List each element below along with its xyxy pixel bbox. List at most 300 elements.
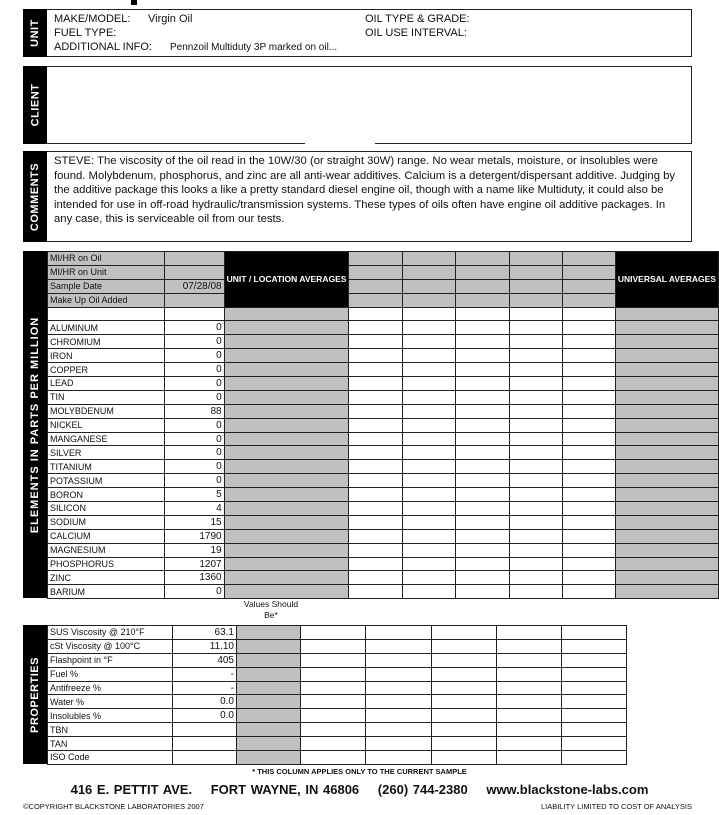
row-value: 1360	[164, 571, 224, 585]
table-row	[48, 460, 719, 474]
universal-average-cell	[615, 543, 718, 557]
header-value	[164, 293, 224, 307]
history-cell	[562, 460, 615, 474]
history-cell	[456, 474, 509, 488]
history-cell	[562, 488, 615, 502]
table-row	[48, 377, 719, 391]
history-cell	[366, 626, 432, 640]
history-cell	[456, 432, 509, 446]
properties-rows	[48, 626, 627, 765]
row-value: -	[173, 681, 237, 695]
average-cell	[224, 390, 349, 404]
history-cell	[402, 404, 456, 418]
history-cell	[456, 377, 509, 391]
history-cell	[349, 571, 402, 585]
history-cell	[349, 529, 402, 543]
row-value: 0	[164, 432, 224, 446]
average-cell	[224, 363, 349, 377]
properties-table	[47, 625, 627, 765]
row-label: NICKEL	[48, 418, 165, 432]
history-cell	[366, 723, 432, 737]
history-cell	[456, 446, 509, 460]
history-cell	[509, 515, 562, 529]
history-cell	[456, 349, 509, 363]
history-cell	[562, 515, 615, 529]
history-cell	[562, 377, 615, 391]
average-cell	[224, 557, 349, 571]
average-cell	[224, 418, 349, 432]
history-cell	[456, 418, 509, 432]
table-row	[48, 737, 627, 751]
history-cell	[349, 488, 402, 502]
history-cell	[562, 502, 615, 516]
header-label: MI/HR on Unit	[48, 265, 165, 279]
row-label: SUS Viscosity @ 210°F	[48, 626, 173, 640]
additional-info-label: ADDITIONAL INFO:	[54, 41, 152, 53]
values-should-be-note: Values Should Be*	[243, 599, 299, 620]
universal-average-cell	[615, 335, 718, 349]
make-model-label: MAKE/MODEL:	[54, 13, 131, 25]
history-cell	[562, 557, 615, 571]
table-row	[48, 653, 627, 667]
average-cell	[224, 432, 349, 446]
universal-average-cell	[615, 446, 718, 460]
website-link[interactable]: www.blackstone-labs.com	[486, 782, 649, 797]
row-value: 0	[164, 460, 224, 474]
row-value: 4	[164, 502, 224, 516]
average-cell	[224, 543, 349, 557]
history-cell	[349, 543, 402, 557]
history-cell	[497, 667, 562, 681]
table-row	[48, 474, 719, 488]
history-cell	[349, 377, 402, 391]
universal-average-cell	[615, 418, 718, 432]
header-value	[164, 265, 224, 279]
table-row	[48, 571, 719, 585]
history-cell	[349, 349, 402, 363]
history-cell	[509, 363, 562, 377]
row-value: 0	[164, 418, 224, 432]
history-cell	[349, 502, 402, 516]
row-label: MOLYBDENUM	[48, 404, 165, 418]
average-cell	[224, 488, 349, 502]
row-value: 11.10	[173, 639, 237, 653]
row-value	[173, 751, 237, 765]
history-cell	[432, 737, 497, 751]
history-cell	[349, 585, 402, 599]
row-label: CALCIUM	[48, 529, 165, 543]
history-cell	[562, 639, 627, 653]
table-row	[48, 418, 719, 432]
history-cell	[562, 543, 615, 557]
universal-average-cell	[615, 474, 718, 488]
comments-text: STEVE: The viscosity of the oil read in the 10W/30 (or straight 30W) range. No wear metals, moisture, or insolubles were found. Molybdenum, phosphorus, and zinc are all anti-wear additives. Calcium is a detergent/dispersant additive. Judging by the additive package this looks a like a pretty standard diesel engine oil, though with a name like Multiduty, it could also be intended for use in off-road hydraulic/transmission systems. These types of oils often have engine oil additive packages. In any case, this is serviceable oil from our tests.	[54, 155, 676, 226]
history-cell	[497, 723, 562, 737]
universal-average-cell	[615, 349, 718, 363]
row-label: ZINC	[48, 571, 165, 585]
universal-average-cell	[615, 377, 718, 391]
row-value: 63.1	[173, 626, 237, 640]
history-cell	[509, 460, 562, 474]
history-cell	[562, 363, 615, 377]
row-label: PHOSPHORUS	[48, 557, 165, 571]
history-cell	[456, 488, 509, 502]
history-cell	[301, 626, 366, 640]
table-row	[48, 529, 719, 543]
client-section-label: CLIENT	[23, 66, 47, 144]
history-cell	[402, 502, 456, 516]
history-cell	[402, 571, 456, 585]
row-value: 19	[164, 543, 224, 557]
row-label: Water %	[48, 695, 173, 709]
history-cell	[562, 321, 615, 335]
average-cell	[224, 474, 349, 488]
elements-table	[47, 251, 719, 599]
average-cell	[237, 723, 301, 737]
table-row	[48, 751, 627, 765]
row-label: POTASSIUM	[48, 474, 165, 488]
average-cell	[237, 626, 301, 640]
oil-use-interval-label: OIL USE INTERVAL:	[365, 27, 467, 39]
history-cell	[562, 349, 615, 363]
row-value: 1790	[164, 529, 224, 543]
history-cell	[402, 585, 456, 599]
average-cell	[224, 460, 349, 474]
row-label: cSt Viscosity @ 100°C	[48, 639, 173, 653]
table-row	[48, 488, 719, 502]
history-cell	[402, 321, 456, 335]
table-row	[48, 585, 719, 599]
header-label: MI/HR on Oil	[48, 252, 165, 266]
make-model-value: Virgin Oil	[148, 13, 193, 25]
table-row	[48, 446, 719, 460]
table-row	[48, 557, 719, 571]
history-cell	[349, 363, 402, 377]
universal-average-cell	[615, 363, 718, 377]
average-cell	[224, 377, 349, 391]
history-cell	[402, 446, 456, 460]
row-label: CHROMIUM	[48, 335, 165, 349]
history-cell	[509, 390, 562, 404]
row-value: 0	[164, 377, 224, 391]
header-label: Sample Date	[48, 279, 165, 293]
row-label: Flashpoint in °F	[48, 653, 173, 667]
history-cell	[497, 751, 562, 765]
row-label: Antifreeze %	[48, 681, 173, 695]
history-cell	[349, 474, 402, 488]
history-cell	[562, 474, 615, 488]
row-value: 0	[164, 349, 224, 363]
average-cell	[224, 446, 349, 460]
history-cell	[562, 529, 615, 543]
lab-address	[0, 782, 719, 797]
average-cell	[224, 502, 349, 516]
history-cell	[456, 335, 509, 349]
history-cell	[432, 681, 497, 695]
history-cell	[562, 653, 627, 667]
history-cell	[562, 446, 615, 460]
row-label: BARIUM	[48, 585, 165, 599]
history-cell	[456, 571, 509, 585]
history-cell	[562, 695, 627, 709]
phone-number: (260) 744-2380	[377, 782, 468, 797]
history-cell	[509, 571, 562, 585]
history-cell	[562, 432, 615, 446]
average-cell	[237, 751, 301, 765]
history-cell	[509, 529, 562, 543]
history-cell	[497, 695, 562, 709]
universal-average-cell	[615, 488, 718, 502]
row-value	[173, 737, 237, 751]
history-cell	[349, 432, 402, 446]
history-cell	[402, 529, 456, 543]
history-cell	[509, 349, 562, 363]
row-label: Insolubles %	[48, 709, 173, 723]
history-cell	[509, 321, 562, 335]
table-row	[48, 335, 719, 349]
universal-average-cell	[615, 502, 718, 516]
history-cell	[366, 709, 432, 723]
history-cell	[301, 723, 366, 737]
history-cell	[402, 363, 456, 377]
history-cell	[432, 667, 497, 681]
history-cell	[402, 474, 456, 488]
city-state-zip: FORT WAYNE, IN 46806	[210, 782, 360, 797]
history-cell	[366, 639, 432, 653]
history-cell	[349, 515, 402, 529]
table-row	[48, 667, 627, 681]
history-cell	[301, 695, 366, 709]
history-cell	[509, 502, 562, 516]
history-cell	[402, 335, 456, 349]
history-cell	[402, 460, 456, 474]
history-cell	[562, 335, 615, 349]
header-label: Make Up Oil Added	[48, 293, 165, 307]
history-cell	[349, 446, 402, 460]
history-cell	[366, 751, 432, 765]
history-cell	[456, 390, 509, 404]
universal-average-cell	[615, 529, 718, 543]
row-label: SILVER	[48, 446, 165, 460]
average-cell	[237, 695, 301, 709]
row-label: SILICON	[48, 502, 165, 516]
history-cell	[456, 404, 509, 418]
fuel-type-label: FUEL TYPE:	[54, 27, 117, 39]
average-cell	[224, 404, 349, 418]
universal-averages-header: UNIVERSAL AVERAGES	[615, 252, 718, 308]
history-cell	[456, 585, 509, 599]
unit-averages-header: UNIT / LOCATION AVERAGES	[224, 252, 349, 308]
history-cell	[509, 432, 562, 446]
average-cell	[224, 335, 349, 349]
table-row	[48, 695, 627, 709]
history-cell	[497, 737, 562, 751]
history-cell	[366, 695, 432, 709]
average-cell	[224, 585, 349, 599]
row-value: 0	[164, 446, 224, 460]
unit-section-label: UNIT	[23, 9, 47, 57]
history-cell	[402, 557, 456, 571]
table-row	[48, 321, 719, 335]
average-cell	[237, 737, 301, 751]
row-label: Fuel %	[48, 667, 173, 681]
row-label: ALUMINUM	[48, 321, 165, 335]
history-cell	[497, 626, 562, 640]
history-cell	[509, 446, 562, 460]
row-label: ISO Code	[48, 751, 173, 765]
row-label: TAN	[48, 737, 173, 751]
history-cell	[562, 709, 627, 723]
history-cell	[301, 653, 366, 667]
row-value: 88	[164, 404, 224, 418]
oil-type-label: OIL TYPE & GRADE:	[365, 13, 470, 25]
spacer-row	[48, 307, 719, 321]
universal-average-cell	[615, 390, 718, 404]
history-cell	[366, 737, 432, 751]
row-value: 0	[164, 390, 224, 404]
row-value: 5	[164, 488, 224, 502]
history-cell	[349, 335, 402, 349]
history-cell	[432, 653, 497, 667]
history-cell	[402, 418, 456, 432]
history-cell	[562, 418, 615, 432]
row-label: SODIUM	[48, 515, 165, 529]
table-row	[48, 639, 627, 653]
average-cell	[237, 653, 301, 667]
copyright: ©COPYRIGHT BLACKSTONE LABORATORIES 2007	[23, 802, 204, 811]
comments-section-label: COMMENTS	[23, 151, 47, 242]
history-cell	[301, 639, 366, 653]
history-cell	[402, 488, 456, 502]
table-row	[48, 515, 719, 529]
row-value: 15	[164, 515, 224, 529]
history-cell	[562, 737, 627, 751]
average-cell	[224, 321, 349, 335]
history-cell	[432, 639, 497, 653]
history-cell	[301, 737, 366, 751]
history-cell	[432, 626, 497, 640]
universal-average-cell	[615, 571, 718, 585]
table-row	[48, 723, 627, 737]
history-cell	[301, 667, 366, 681]
row-value: 0	[164, 585, 224, 599]
history-cell	[432, 709, 497, 723]
average-cell	[237, 667, 301, 681]
top-mark	[131, 0, 137, 5]
history-cell	[562, 681, 627, 695]
history-cell	[366, 681, 432, 695]
column-footnote: * THIS COLUMN APPLIES ONLY TO THE CURRENT SAMPLE	[252, 767, 467, 776]
table-row	[48, 681, 627, 695]
history-cell	[509, 377, 562, 391]
history-cell	[509, 585, 562, 599]
average-cell	[237, 639, 301, 653]
properties-section-label: PROPERTIES	[23, 625, 47, 764]
history-cell	[301, 709, 366, 723]
history-cell	[562, 626, 627, 640]
table-row	[48, 626, 627, 640]
history-cell	[456, 529, 509, 543]
row-label: LEAD	[48, 377, 165, 391]
universal-average-cell	[615, 585, 718, 599]
history-cell	[349, 460, 402, 474]
row-value: 0	[164, 363, 224, 377]
history-cell	[497, 653, 562, 667]
table-row	[48, 404, 719, 418]
elements-rows	[48, 321, 719, 599]
history-cell	[509, 418, 562, 432]
universal-average-cell	[615, 557, 718, 571]
row-label: COPPER	[48, 363, 165, 377]
history-cell	[349, 557, 402, 571]
row-label: MAGNESIUM	[48, 543, 165, 557]
history-cell	[366, 653, 432, 667]
average-cell	[224, 515, 349, 529]
history-cell	[402, 377, 456, 391]
sample-date-value: 07/28/08	[164, 279, 224, 293]
average-cell	[224, 571, 349, 585]
street-address: 416 E. PETTIT AVE.	[70, 782, 193, 797]
header-value	[164, 252, 224, 266]
client-divider-gap	[305, 141, 375, 146]
row-value: 0	[164, 335, 224, 349]
history-cell	[301, 681, 366, 695]
history-cell	[509, 557, 562, 571]
history-cell	[509, 335, 562, 349]
average-cell	[224, 529, 349, 543]
history-cell	[509, 474, 562, 488]
universal-average-cell	[615, 404, 718, 418]
history-cell	[456, 557, 509, 571]
history-cell	[509, 488, 562, 502]
history-cell	[432, 695, 497, 709]
history-cell	[402, 515, 456, 529]
history-cell	[456, 321, 509, 335]
history-cell	[402, 349, 456, 363]
history-cell	[497, 639, 562, 653]
history-cell	[349, 418, 402, 432]
row-value	[173, 723, 237, 737]
row-value: 1207	[164, 557, 224, 571]
history-cell	[402, 432, 456, 446]
history-cell	[562, 723, 627, 737]
history-cell	[562, 571, 615, 585]
history-cell	[301, 751, 366, 765]
history-cell	[402, 543, 456, 557]
universal-average-cell	[615, 432, 718, 446]
history-cell	[456, 460, 509, 474]
history-cell	[456, 502, 509, 516]
universal-average-cell	[615, 460, 718, 474]
row-value: 0.0	[173, 695, 237, 709]
history-cell	[349, 390, 402, 404]
row-label: BORON	[48, 488, 165, 502]
average-cell	[224, 349, 349, 363]
table-row	[48, 543, 719, 557]
history-cell	[562, 585, 615, 599]
history-cell	[432, 723, 497, 737]
row-value: 405	[173, 653, 237, 667]
liability-notice: LIABILITY LIMITED TO COST OF ANALYSIS	[540, 802, 692, 811]
history-cell	[402, 390, 456, 404]
history-cell	[456, 543, 509, 557]
average-cell	[237, 709, 301, 723]
history-cell	[562, 751, 627, 765]
client-section	[23, 66, 692, 144]
header-row	[48, 252, 719, 266]
row-label: IRON	[48, 349, 165, 363]
row-value: 0	[164, 474, 224, 488]
